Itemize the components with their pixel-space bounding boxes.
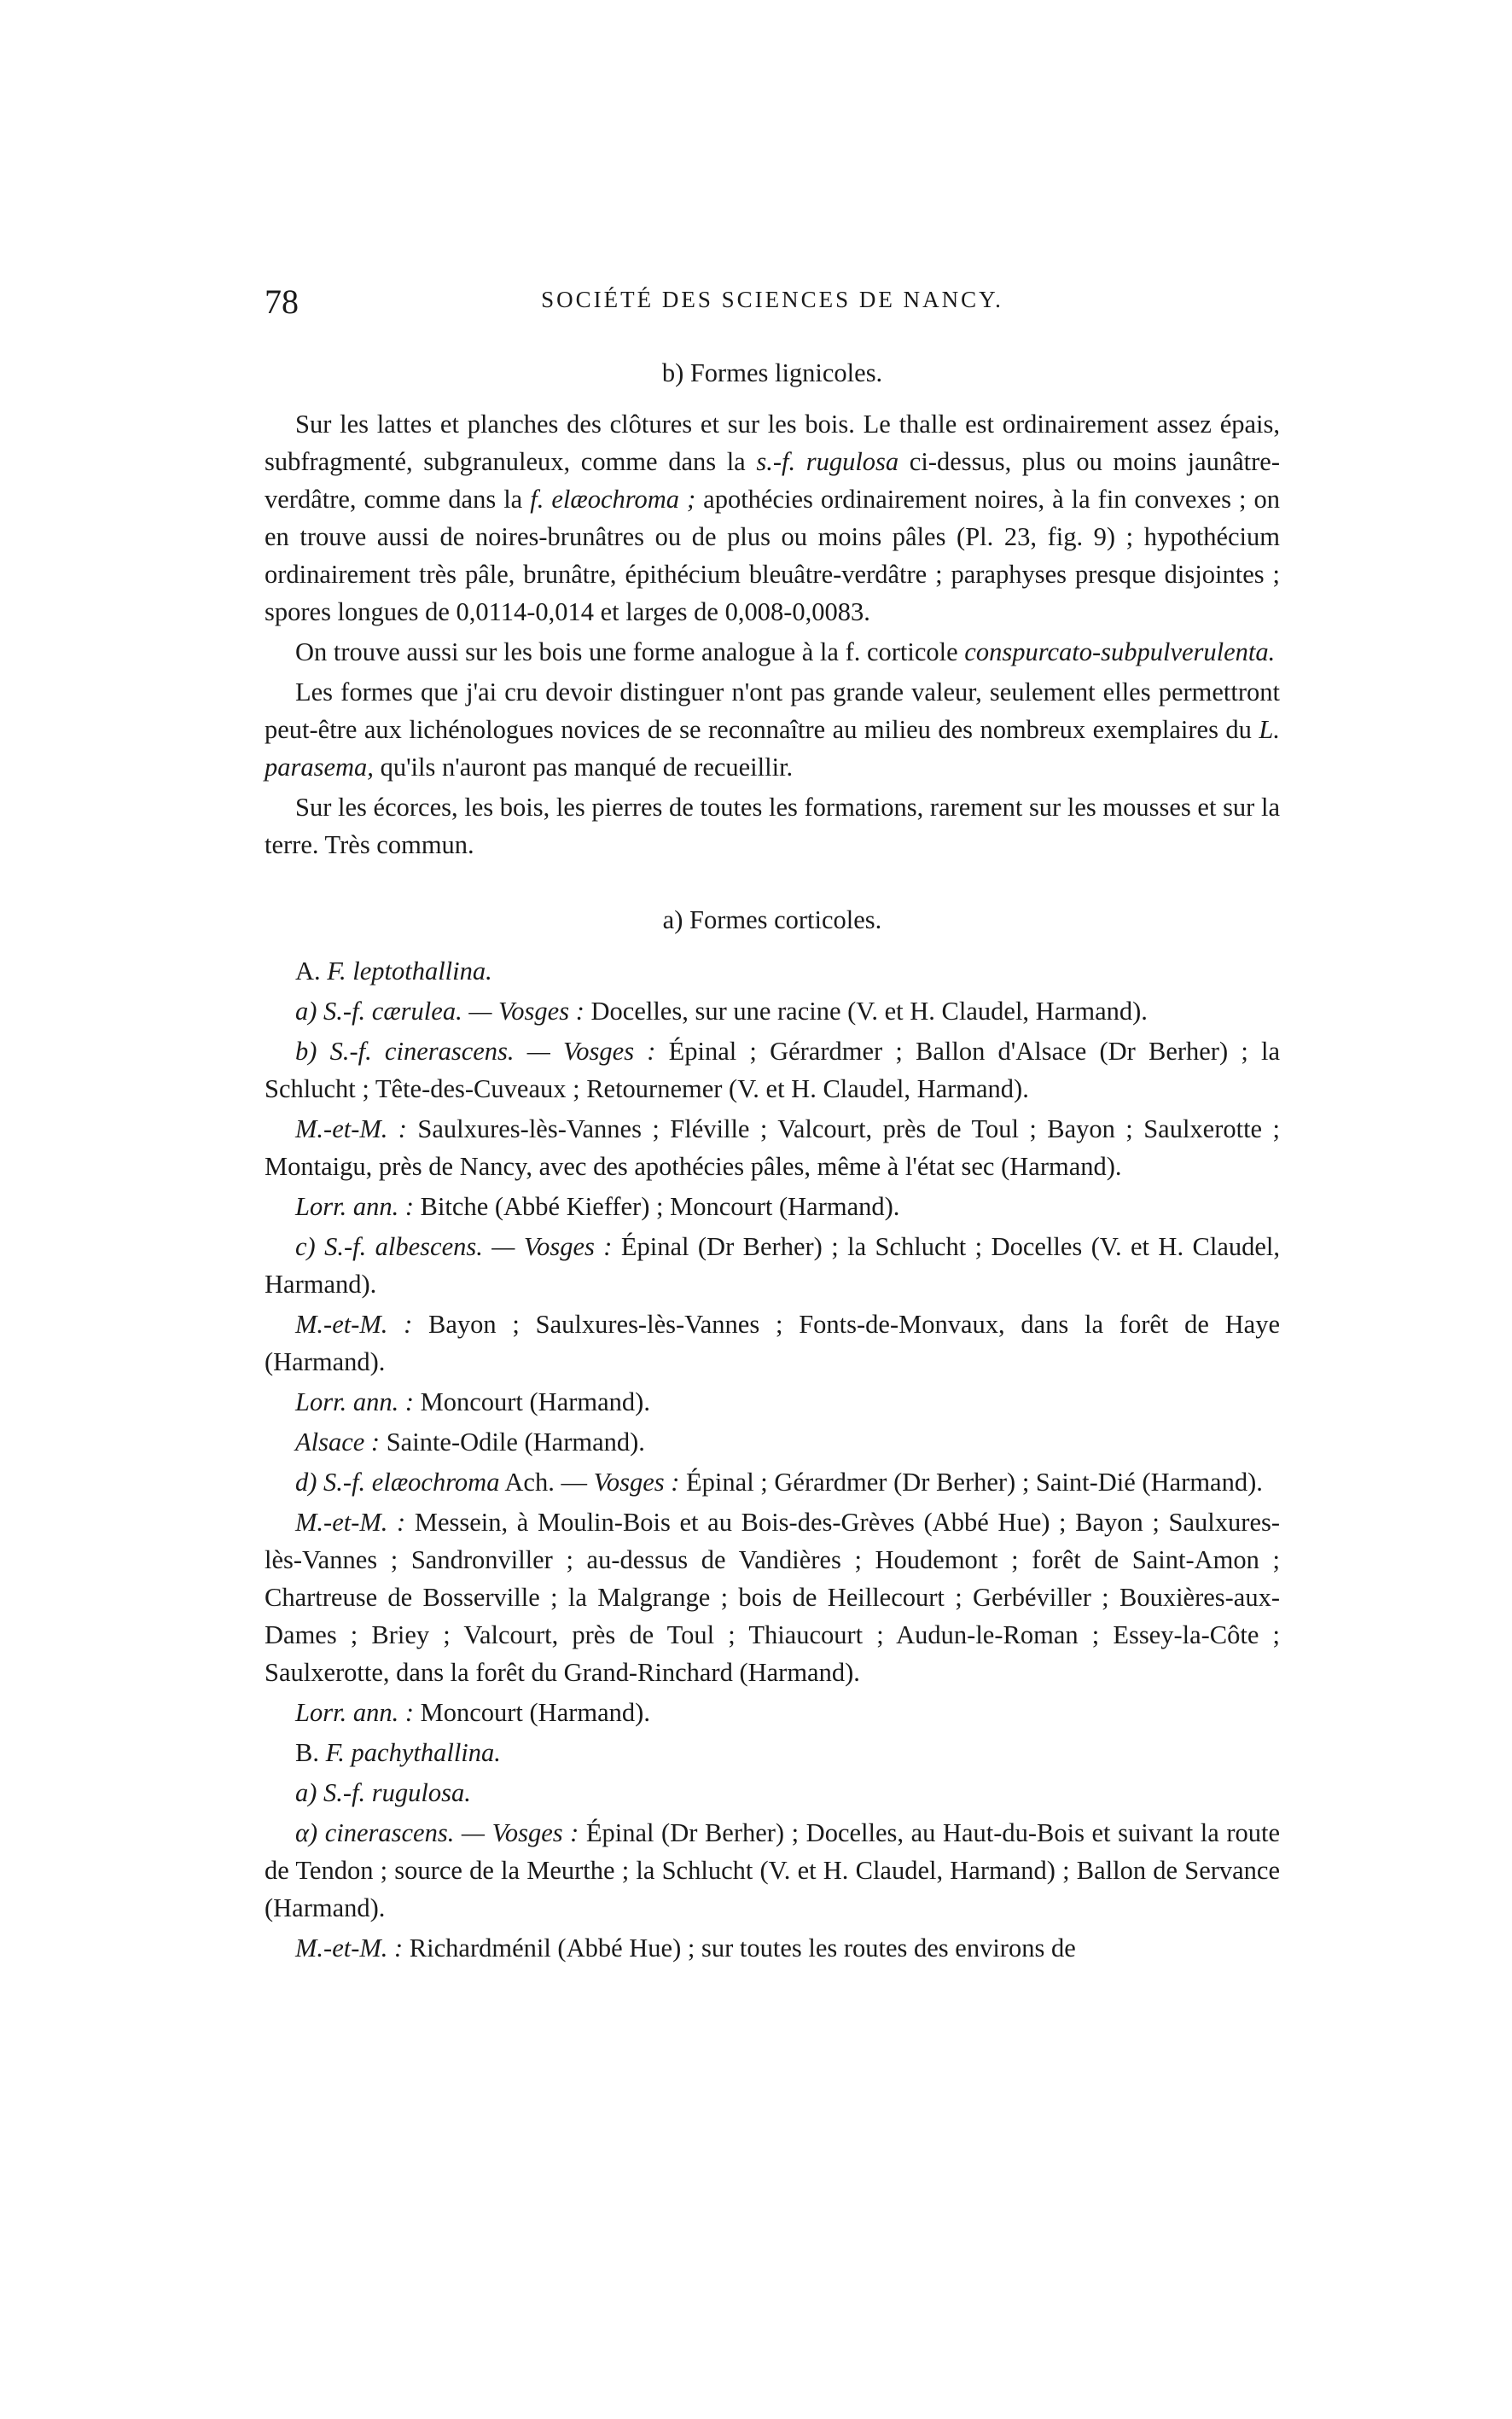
text-run: Messein, à Moulin-Bois et au Bois-des-Grèves (Abbé Hue) ; Bayon ; Saulxures-lès-Vannes ; Sandronviller ; au-dessus de Vandières ; Houdemont ; forêt de Saint-Amon ; Chartreuse de Bosserville ; la Malgrange ; bois de Heillecourt ; Gerbéviller ; Bouxières-aux-Dames ; Briey ; Valcourt, près de Toul ; Thiaucourt ; Audun-le-Roman ; Essey-la-Côte ; Saulxerotte, dans la forêt du Grand-Rinchard (Harmand).	[265, 1508, 1281, 1687]
region-label: M.-et-M. :	[295, 1310, 413, 1339]
text-run: qu'ils n'auront pas manqué de recueillir.	[373, 753, 794, 782]
region-label: Vosges :	[593, 1468, 680, 1497]
taxon-name: S.-f. rugulosa.	[323, 1778, 471, 1807]
region-label: M.-et-M. :	[295, 1508, 406, 1537]
text-run: Ach. —	[499, 1468, 594, 1497]
text-run: Bitche (Abbé Kieffer) ; Moncourt (Harmand).	[413, 1192, 900, 1221]
label: d)	[295, 1468, 324, 1497]
taxon-name: L. parasema,	[265, 715, 1280, 782]
entry-caerulea	[265, 992, 1280, 1030]
entry-rugulosa-cinerascens-mm	[265, 1929, 1280, 1967]
taxon-name: S.-f. cinerascens. — Vosges :	[329, 1037, 656, 1066]
text-run: ci-dessus, plus ou moins jaunâtre-verdâtre, comme dans la	[265, 447, 1280, 514]
text-run: Les formes que j'ai cru devoir distinguer n'ont pas grande valeur, seulement elles permettront peut-être aux lichénologues novices de se reconnaître au milieu des nombreux exemplaires du	[265, 677, 1280, 744]
text-run: Épinal ; Gérardmer ; Ballon d'Alsace (Dr Berher) ; la Schlucht ; Tête-des-Cuveaux ; Retournemer (V. et H. Claudel, Harmand).	[265, 1037, 1280, 1103]
label: c)	[295, 1232, 325, 1261]
entry-cinerascens-lorr	[265, 1188, 1280, 1225]
entry-elaeochroma-mm	[265, 1503, 1280, 1691]
label: A.	[295, 957, 328, 986]
entry-albescens-mm	[265, 1305, 1280, 1381]
region-label: Lorr. ann. :	[295, 1387, 414, 1416]
text-run: Épinal ; Gérardmer (Dr Berher) ; Saint-Dié (Harmand).	[679, 1468, 1263, 1497]
label: a)	[295, 997, 324, 1026]
page-header	[265, 282, 1280, 329]
text-run: On trouve aussi sur les bois une forme analogue à la f. corticole	[295, 637, 965, 666]
text-run: apothécies ordinairement noires, à la fin convexes ; on en trouve aussi de noires-brunâtres ou de plus ou moins pâles (Pl. 23, fig. 9) ; hypothécium ordinairement très pâle, brunâtre, épithécium bleuâtre-verdâtre ; paraphyses presque disjointes ; spores longues de 0,0114-0,014 et larges de 0,008-0,0083.	[265, 485, 1281, 626]
entry-albescens	[265, 1228, 1280, 1303]
region-label: Alsace :	[295, 1428, 381, 1457]
text-run: Bayon ; Saulxures-lès-Vannes ; Fonts-de-Monvaux, dans la forêt de Haye (Harmand).	[265, 1310, 1281, 1376]
text-run: Saulxures-lès-Vannes ; Fléville ; Valcourt, près de Toul ; Bayon ; Saulxerotte ; Montaigu, près de Nancy, avec des apothécies pâles, même à l'état sec (Harmand).	[265, 1114, 1280, 1181]
region-label: M.-et-M. :	[295, 1114, 407, 1143]
text-run: Épinal (Dr Berher) ; Docelles, au Haut-du-Bois et suivant la route de Tendon ; source de la Meurthe ; la Schlucht (V. et H. Claudel, Harmand) ; Ballon de Servance (Harmand).	[265, 1818, 1280, 1922]
section-heading-lignicoles: b) Formes lignicoles.	[661, 358, 883, 387]
taxon-name: S.-f. albescens. — Vosges :	[324, 1232, 613, 1261]
text-run: Docelles, sur une racine (V. et H. Claudel, Harmand).	[584, 997, 1148, 1026]
running-head: SOCIÉTÉ DES SCIENCES DE NANCY.	[541, 287, 1003, 312]
label: B.	[295, 1738, 326, 1767]
entry-albescens-lorr	[265, 1383, 1280, 1421]
form-heading-A	[265, 952, 1280, 990]
form-heading-B	[265, 1734, 1280, 1771]
taxon-name: F. pachythallina.	[325, 1738, 501, 1767]
region-label: Lorr. ann. :	[295, 1192, 414, 1221]
paragraph-habitat: Sur les écorces, les bois, les pierres de toutes les formations, rarement sur les mousses et sur la terre. Très commun.	[265, 793, 1280, 859]
text-run: Sur les lattes et planches des clôtures et sur les bois. Le thalle est ordinairement assez épais, subfragmenté, subgranuleux, comme dans la	[265, 410, 1280, 476]
paragraph-forms-value	[265, 673, 1280, 786]
paragraph-lignicoles-description	[265, 405, 1280, 631]
taxon-name: f. elæochroma ;	[530, 485, 696, 514]
region-label: M.-et-M. :	[295, 1933, 404, 1963]
paragraph-analogous-form	[265, 633, 1280, 671]
text-run: Richardménil (Abbé Hue) ; sur toutes les routes des environs de	[403, 1933, 1076, 1963]
page-body	[265, 354, 1280, 1969]
region-label: Lorr. ann. :	[295, 1698, 414, 1727]
text-run: Épinal (Dr Berher) ; la Schlucht ; Docelles (V. et H. Claudel, Harmand).	[265, 1232, 1280, 1299]
text-run: Sainte-Odile (Harmand).	[380, 1428, 645, 1457]
entry-cinerascens	[265, 1032, 1280, 1108]
taxon-name: conspurcato-subpulverulenta.	[964, 637, 1276, 666]
section-heading-corticoles: a) Formes corticoles.	[662, 905, 882, 934]
entry-rugulosa-cinerascens	[265, 1814, 1280, 1927]
taxon-name: S.-f. elæochroma	[323, 1468, 500, 1497]
page-number: 78	[265, 282, 299, 321]
entry-elaeochroma-lorr	[265, 1694, 1280, 1731]
entry-albescens-alsace	[265, 1423, 1280, 1461]
subform-heading-rugulosa	[265, 1774, 1280, 1811]
entry-cinerascens-mm	[265, 1110, 1280, 1185]
taxon-name: S.-f. cærulea. — Vosges :	[323, 997, 584, 1026]
taxon-name: F. leptothallina.	[327, 957, 492, 986]
label: b)	[295, 1037, 330, 1066]
taxon-name: s.-f. rugulosa	[756, 447, 899, 476]
text-run: Moncourt (Harmand).	[413, 1387, 650, 1416]
label: a)	[295, 1778, 324, 1807]
text-run: Moncourt (Harmand).	[413, 1698, 650, 1727]
entry-elaeochroma	[265, 1463, 1280, 1501]
taxon-name: α) cinerascens. — Vosges :	[295, 1818, 579, 1847]
